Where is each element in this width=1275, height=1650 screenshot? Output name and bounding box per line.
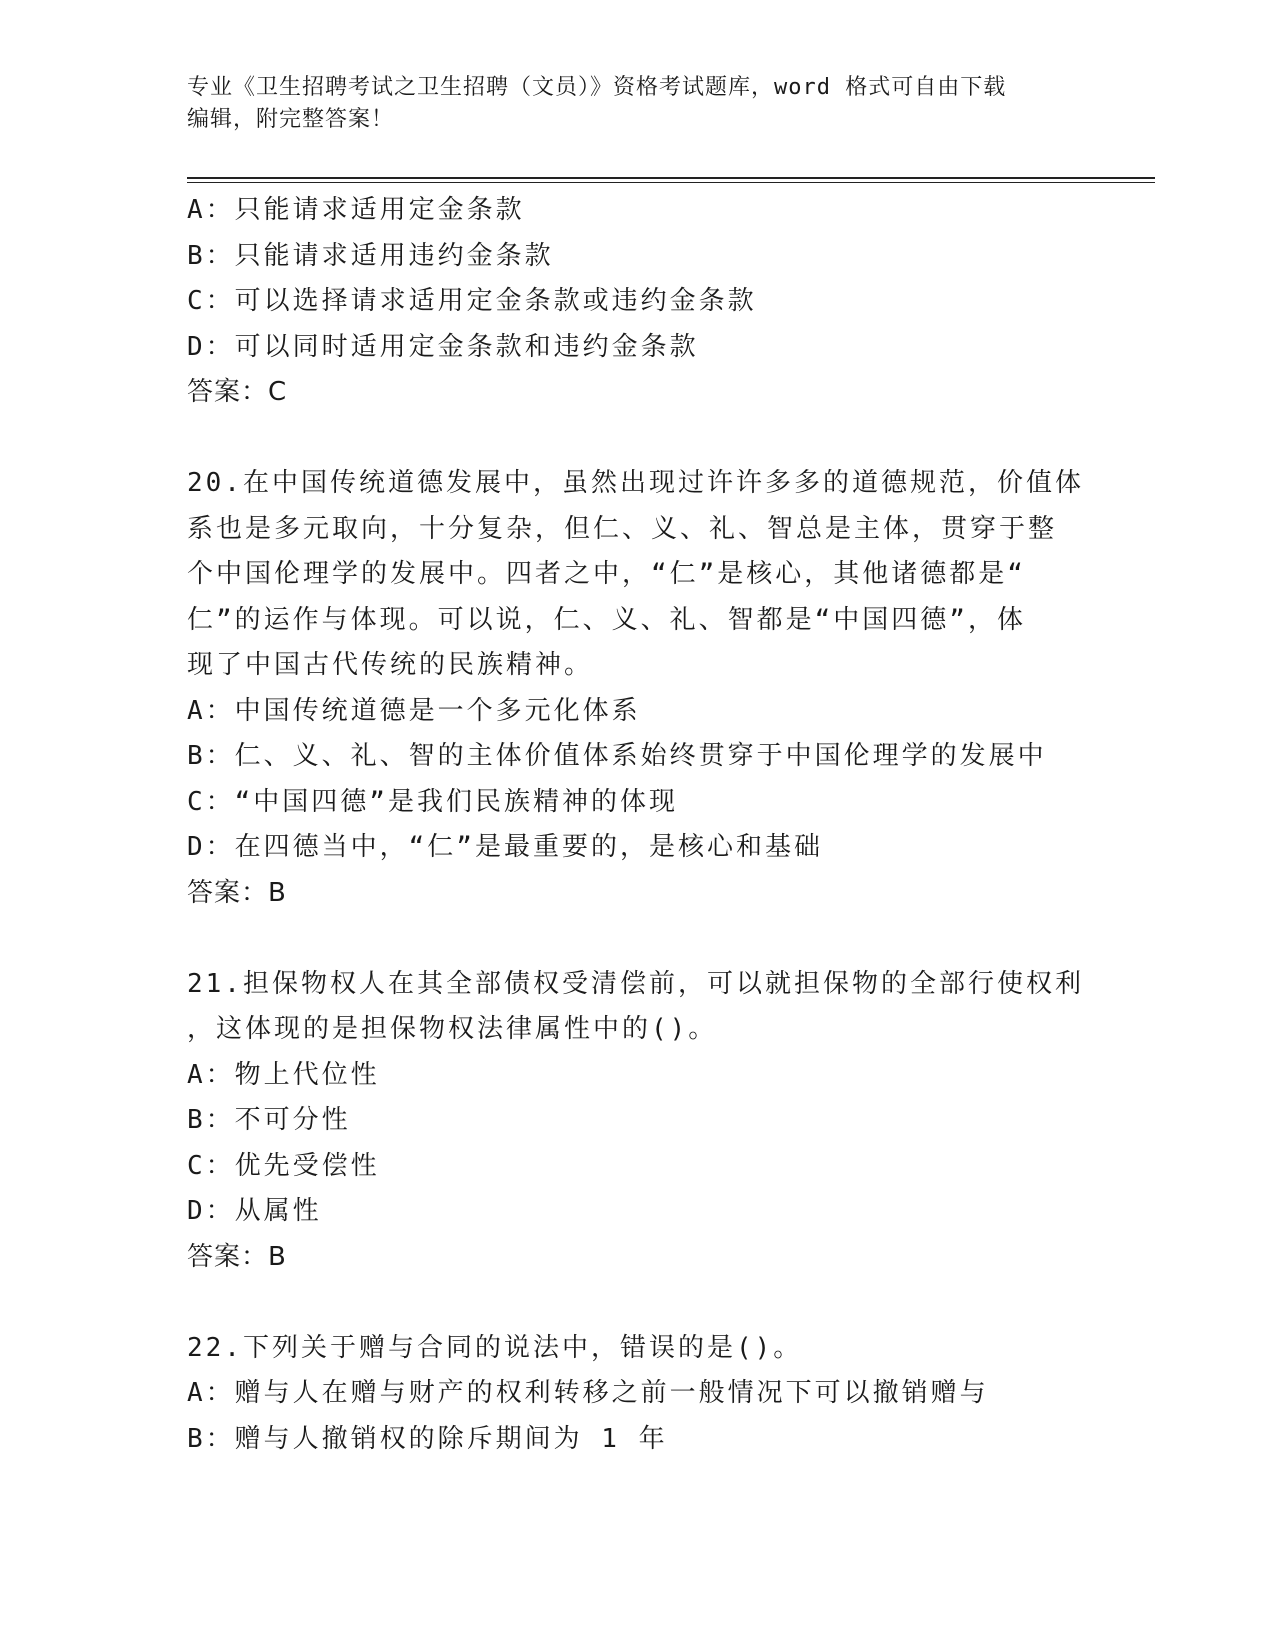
option-a: A：中国传统道德是一个多元化体系 (187, 695, 641, 726)
spacer (187, 416, 1087, 462)
option-a: A：物上代位性 (187, 1059, 380, 1090)
spacer (187, 1280, 1087, 1326)
option-b: B：赠与人撤销权的除斥期间为 1 年 (187, 1423, 668, 1454)
option-b: B：只能请求适用违约金条款 (187, 240, 554, 271)
option-b: B：不可分性 (187, 1105, 351, 1135)
header-line-1: 专业《卫生招聘考试之卫生招聘（文员）》资格考试题库，word 格式可自由下载 (187, 75, 1007, 100)
question-stem-line: 20.在中国传统道德发展中，虽然出现过许许多多的道德规范，价值体 (187, 468, 1084, 498)
option-a: A：赠与人在赠与财产的权利转移之前一般情况下可以撤销赠与 (187, 1378, 989, 1408)
option-a: A：只能请求适用定金条款 (187, 195, 525, 225)
question-stem-line: ，这体现的是担保物权法律属性中的()。 (187, 1014, 718, 1044)
answer: 答案：B (187, 1241, 287, 1272)
question-stem-line: 22.下列关于赠与合同的说法中，错误的是()。 (187, 1332, 803, 1363)
option-d: D：可以同时适用定金条款和违约金条款 (187, 331, 699, 362)
option-c: C：优先受偿性 (187, 1150, 380, 1181)
question-stem-line: 21.担保物权人在其全部债权受清偿前，可以就担保物的全部行使权利 (187, 968, 1084, 999)
question-21 (187, 962, 1087, 1281)
option-c: C：“中国四德”是我们民族精神的体现 (187, 786, 678, 817)
document-header (187, 72, 1067, 136)
option-b: B：仁、义、礼、智的主体价值体系始终贯穿于中国伦理学的发展中 (187, 741, 1047, 771)
option-c: C：可以选择请求适用定金条款或违约金条款 (187, 286, 757, 316)
header-divider-thin (187, 182, 1155, 183)
option-d: D：在四德当中，“仁”是最重要的，是核心和基础 (187, 832, 823, 862)
question-19 (187, 188, 1087, 416)
header-divider-thick (187, 177, 1155, 179)
question-20 (187, 461, 1087, 916)
question-22 (187, 1326, 1087, 1463)
answer: 答案：B (187, 877, 287, 908)
question-body (187, 188, 1087, 1462)
header-line-2: 编辑，附完整答案！ (187, 107, 395, 132)
answer: 答案：C (187, 377, 288, 407)
question-stem-line: 仁”的运作与体现。可以说，仁、义、礼、智都是“中国四德”，体 (187, 604, 1026, 635)
question-stem-line: 个中国伦理学的发展中。四者之中，“仁”是核心，其他诸德都是“ (187, 559, 1026, 589)
question-stem-line: 系也是多元取向，十分复杂，但仁、义、礼、智总是主体，贯穿于整 (187, 513, 1058, 544)
spacer (187, 916, 1087, 962)
question-stem-line: 现了中国古代传统的民族精神。 (187, 650, 594, 680)
option-d: D：从属性 (187, 1196, 322, 1226)
